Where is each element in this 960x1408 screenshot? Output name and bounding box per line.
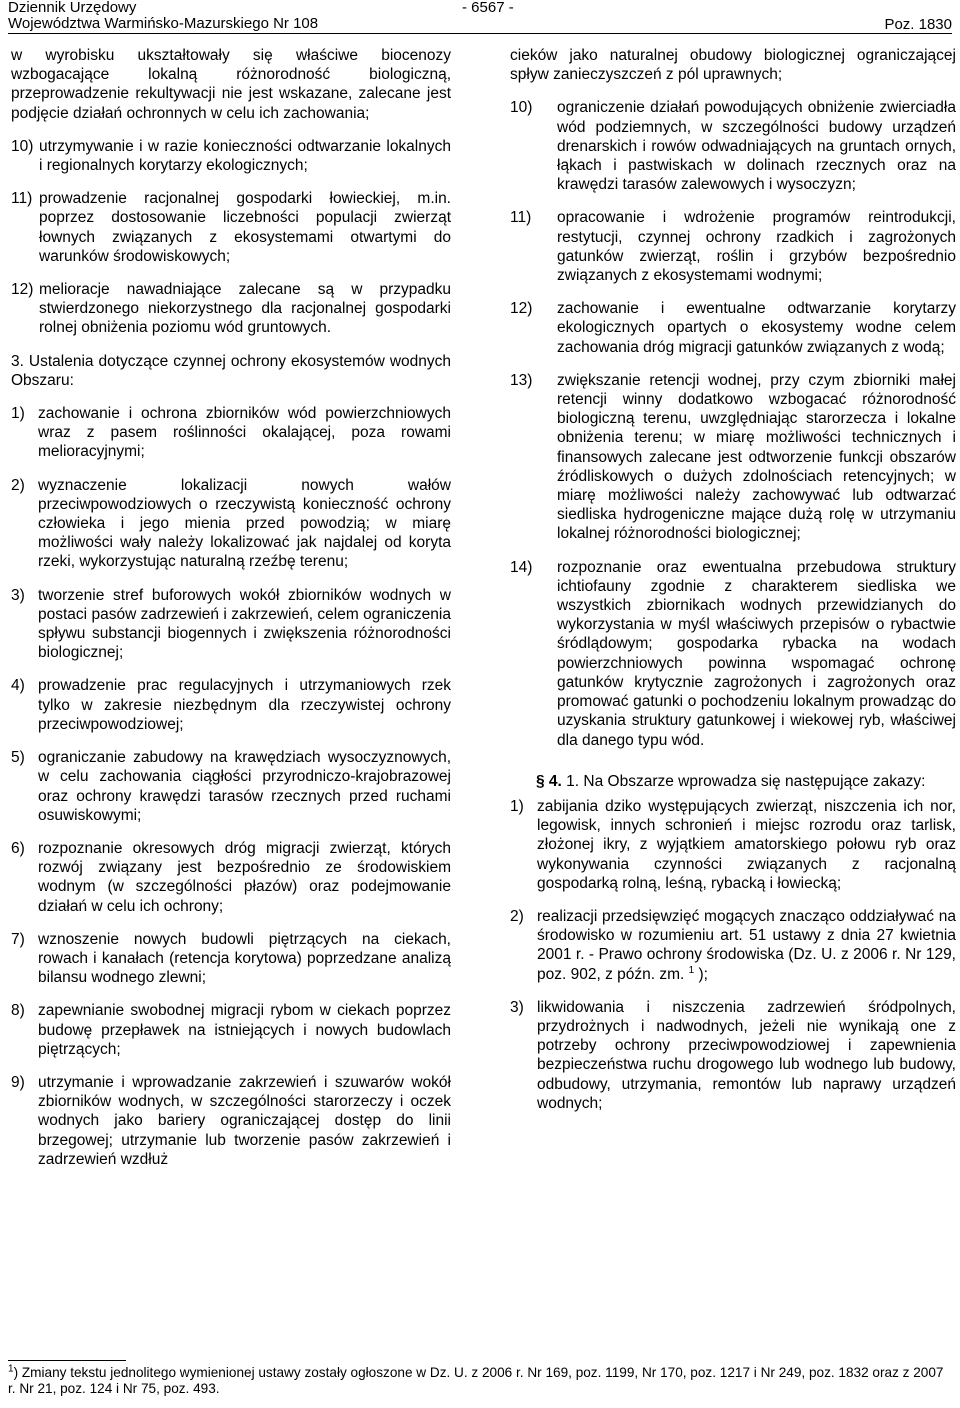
list-item (510, 208, 956, 285)
item-text: likwidowania i niszczenia zadrzewień śródpolnych, przydrożnych i nadwodnych, jeżeli nie wynikają one z potrzeby ochrony przeciwpowodziowej i zapewnienia bezpieczeństwa ruchu drogowego lub wodnego lub budowy, odbudowy, utrzymania, remontów lub naprawy urządzeń wodnych; (537, 998, 956, 1112)
section-4-text: 1. Na Obszarze wprowadza się następujące zakazy: (566, 772, 926, 790)
section-4-heading (510, 772, 956, 791)
item-number: 12) (510, 300, 533, 318)
footnote (8, 1360, 952, 1397)
position-number: Poz. 1830 (884, 16, 952, 33)
list-item (11, 1001, 451, 1059)
item-text: zabijania dziko występujących zwierząt, niszczenia ich nor, legowisk, innych schronień i miejsc rozrodu oraz tarlisk, złożonej ikry, z wyjątkiem amatorskiego połowu ryb oraz wykonywania czynności związanych z racjonalną gospodarką rolną, leśną, rybacką i łowiecką; (537, 797, 956, 892)
item-number: 2) (510, 907, 524, 925)
list-item (510, 299, 956, 357)
item-text: wyznaczenie lokalizacji nowych wałów przeciwpowodziowych o rzeczywistą konieczność ochrony człowieka i jego mienia przed powodzią; w miarę możliwości wały należy lokalizować jak najdalej od koryta rzeki, wykorzystując naturalną rzeźbę terenu; (38, 476, 451, 571)
list-item (510, 98, 956, 194)
right-column (510, 46, 956, 1127)
journal-title: Dziennik Urzędowy (8, 0, 137, 16)
item-number: 3) (510, 998, 524, 1016)
item-text: tworzenie stref buforowych wokół zbiorników wodnych w postaci pasów zadrzewień i zakrzewień, celem ograniczenia spływu substancji biogennych i zwiększenia różnorodności biologicznej; (38, 586, 451, 662)
footnote-text-block (8, 1365, 952, 1397)
list-item (510, 371, 956, 544)
list-a-right (510, 98, 956, 749)
list-a-left (11, 137, 451, 338)
item-text: wznoszenie nowych budowli piętrzących na ciekach, rowach i kanałach (retencja korytowa) poprzedzane analizą bilansu wodnego zlewni; (38, 930, 451, 987)
item-text: prowadzenie racjonalnej gospodarki łowieckiej, m.in. poprzez dostosowanie liczebności populacji zwierząt łownych związanych z ekosystemami otwartymi do warunków środowiskowych; (39, 190, 451, 265)
item-text: zachowanie i ochrona zbiorników wód powierzchniowych wraz z pasem roślinności okalającej, poza rowami melioracyjnymi; (38, 405, 451, 461)
list-item (11, 748, 451, 825)
list-item (11, 280, 451, 338)
journal-info (8, 0, 318, 32)
item-text: melioracje nawadniające zalecane są w przypadku stwierdzonego niekorzystnego dla racjonalnej gospodarki rolnej obniżenia poziomu wód gruntowych. (39, 281, 451, 337)
list-item (510, 797, 956, 893)
list-item (510, 558, 956, 750)
list-item (11, 930, 451, 988)
list-item (510, 998, 956, 1113)
page-number: - 6567 - (462, 0, 514, 16)
page-header (8, 0, 952, 34)
footnote-rule (8, 1360, 126, 1361)
item-text: utrzymywanie i w razie konieczności odtwarzanie lokalnych i regionalnych korytarzy ekologicznych; (39, 137, 451, 175)
item-text: opracowanie i wdrożenie programów reintrodukcji, restytucji, czynnej ochrony rzadkich i zagrożonych gatunków zwierząt, roślin i grzybów bezpośrednio związanych z ekosystemami wodnymi; (557, 209, 956, 285)
header-rule (8, 33, 952, 34)
list-item (11, 676, 451, 734)
item-number: 14) (510, 558, 533, 576)
section-4-label: § 4. (536, 772, 562, 790)
item-number: 9) (11, 1073, 25, 1091)
item-text: prowadzenie prac regulacyjnych i utrzymaniowych rzek tylko w zakresie niezbędnym dla rzeczywistej ochrony przeciwpowodziowej; (38, 677, 451, 733)
item-number: 2) (11, 476, 25, 494)
list-item (11, 586, 451, 663)
list-item (510, 907, 956, 984)
item-text: ograniczanie zabudowy na krawędziach wysoczyznowych, w celu zachowania ciągłości przyrodniczo-krajobrazowej oraz ochrony krawędzi tarasów rzecznych przed ruchami osuwiskowymi; (38, 749, 451, 824)
item-number: 5) (11, 749, 25, 767)
item-text-group (537, 907, 956, 984)
section-3-heading: 3. Ustalenia dotyczące czynnej ochrony ekosystemów wodnych Obszaru: (11, 352, 451, 389)
item-text: zwiększanie retencji wodnej, przy czym zbiorniki małej retencji winny dodatkowo wzbogacać różnorodność biologiczną terenu, uwzględniając starorzecza i lokalne obniżenia terenu; w miarę możliwości technicznych i finansowych zalecane jest odtworzenie funkcji obszarów źródliskowych o dużych zdolnościach retencyjnych; w miarę możliwości należy zachowywać lub odtwarzać siedliska hydrogeniczne mające dużą rolę w utrzymaniu lokalnej różnorodności biologicznej; (557, 371, 956, 543)
left-column (11, 46, 451, 1183)
list-b-right (510, 797, 956, 1113)
item-number: 10) (510, 99, 533, 117)
list-item (11, 476, 451, 572)
item-text: rozpoznanie oraz ewentualna przebudowa struktury ichtiofauny zgodnie z charakterem siedliska we wszystkich zbiornikach wodnych przewidzianych do wykorzystania w myśl właściwych przepisów o rybactwie śródlądowym; gospodarka rybacka na wodach powierzchniowych powinna wspomagać ochronę gatunków krytycznie zagrożonych i zagrożonych oraz promować gatunki o pochodzeniu lokalnym prowadząc do uzyskania struktury gatunkowej i wiekowej ryb, właściwej dla danego typu wód. (557, 558, 956, 749)
item-number: 3) (11, 586, 25, 604)
journal-issue: Województwa Warmińsko-Mazurskiego Nr 108 (8, 15, 319, 32)
item-number: 1) (510, 797, 524, 815)
item-number: 7) (11, 930, 25, 948)
item-text: zapewnianie swobodnej migracji rybom w ciekach poprzez budowę przepławek na istniejących i nowych budowlach piętrzących; (38, 1002, 451, 1058)
item-number: 8) (11, 1002, 25, 1020)
item-number: 10) (11, 137, 34, 155)
item-text: zachowanie i ewentualne odtwarzanie korytarzy ekologicznych opartych o ekosystemy wodne celem zachowania dróg migracji gatunków związanych z wodą; (557, 300, 956, 356)
item-number: 6) (11, 839, 25, 857)
item-text-tail: ); (694, 965, 708, 983)
item-text: rozpoznanie okresowych dróg migracji zwierząt, których rozwój związany jest bezpośrednio ze środowiskiem wodnym (w szczególności płazów) oraz podejmowanie działań w celu ich ochrony; (38, 839, 451, 915)
item-number: 13) (510, 371, 533, 389)
item-number: 11) (11, 190, 33, 208)
item-number: 4) (11, 677, 25, 695)
item-number: 12) (11, 281, 34, 299)
footnote-ref: 1 (688, 964, 695, 976)
footnote-text: ) Zmiany tekstu jednolitego wymienionej ustawy zostały ogłoszone w Dz. U. z 2006 r. Nr 169, poz. 1199, Nr 170, poz. 1217 i Nr 249, poz. 1832 oraz z 2007 r. Nr 21, poz. 124 i Nr 75, poz. 493. (8, 1365, 944, 1396)
footnote-mark: 1 (8, 1363, 14, 1375)
item-number: 11) (510, 209, 532, 227)
list-item (11, 189, 451, 266)
list-item (11, 137, 451, 175)
item-text: realizacji przedsięwzięć mogących znacząco oddziaływać na środowisko w rozumieniu art. 51 ustawy z dnia 27 kwietnia 2001 r. - Prawo ochrony środowiska (Dz. U. z 2006 r. Nr 129, poz. 902, z późn. zm. (537, 907, 956, 983)
item-text: utrzymanie i wprowadzanie zakrzewień i szuwarów wokół zbiorników wodnych, w szczególności starorzeczy i oczek wodnych jako bariery ograniczającej dostęp do linii brzegowej; utrzymanie lub tworzenie pasów zakrzewień i zadrzewień wzdłuż (38, 1073, 451, 1168)
list-item (11, 1073, 451, 1169)
list-b-left (11, 404, 451, 1169)
item-number: 1) (11, 405, 25, 423)
intro-paragraph: w wyrobisku ukształtowały się właściwe biocenozy wzbogacające lokalną różnorodność biologiczną, przeprowadzenie rekultywacji nie jest wskazane, zalecane jest podjęcie działań ochronnych w celu ich zachowania; (11, 47, 451, 122)
item-text: ograniczenie działań powodujących obniżenie zwierciadła wód podziemnych, w szczególności budowy urządzeń drenarskich i rowów odwadniających na gruntach ornych, łąkach i pastwiskach w dolinach rzecznych oraz na krawędzi tarasów zalewowych i wysoczyzn; (557, 99, 956, 194)
list-item (11, 404, 451, 462)
continued-paragraph: cieków jako naturalnej obudowy biologicznej ograniczającej spływ zanieczyszczeń z pól uprawnych; (510, 47, 956, 84)
list-item (11, 839, 451, 916)
